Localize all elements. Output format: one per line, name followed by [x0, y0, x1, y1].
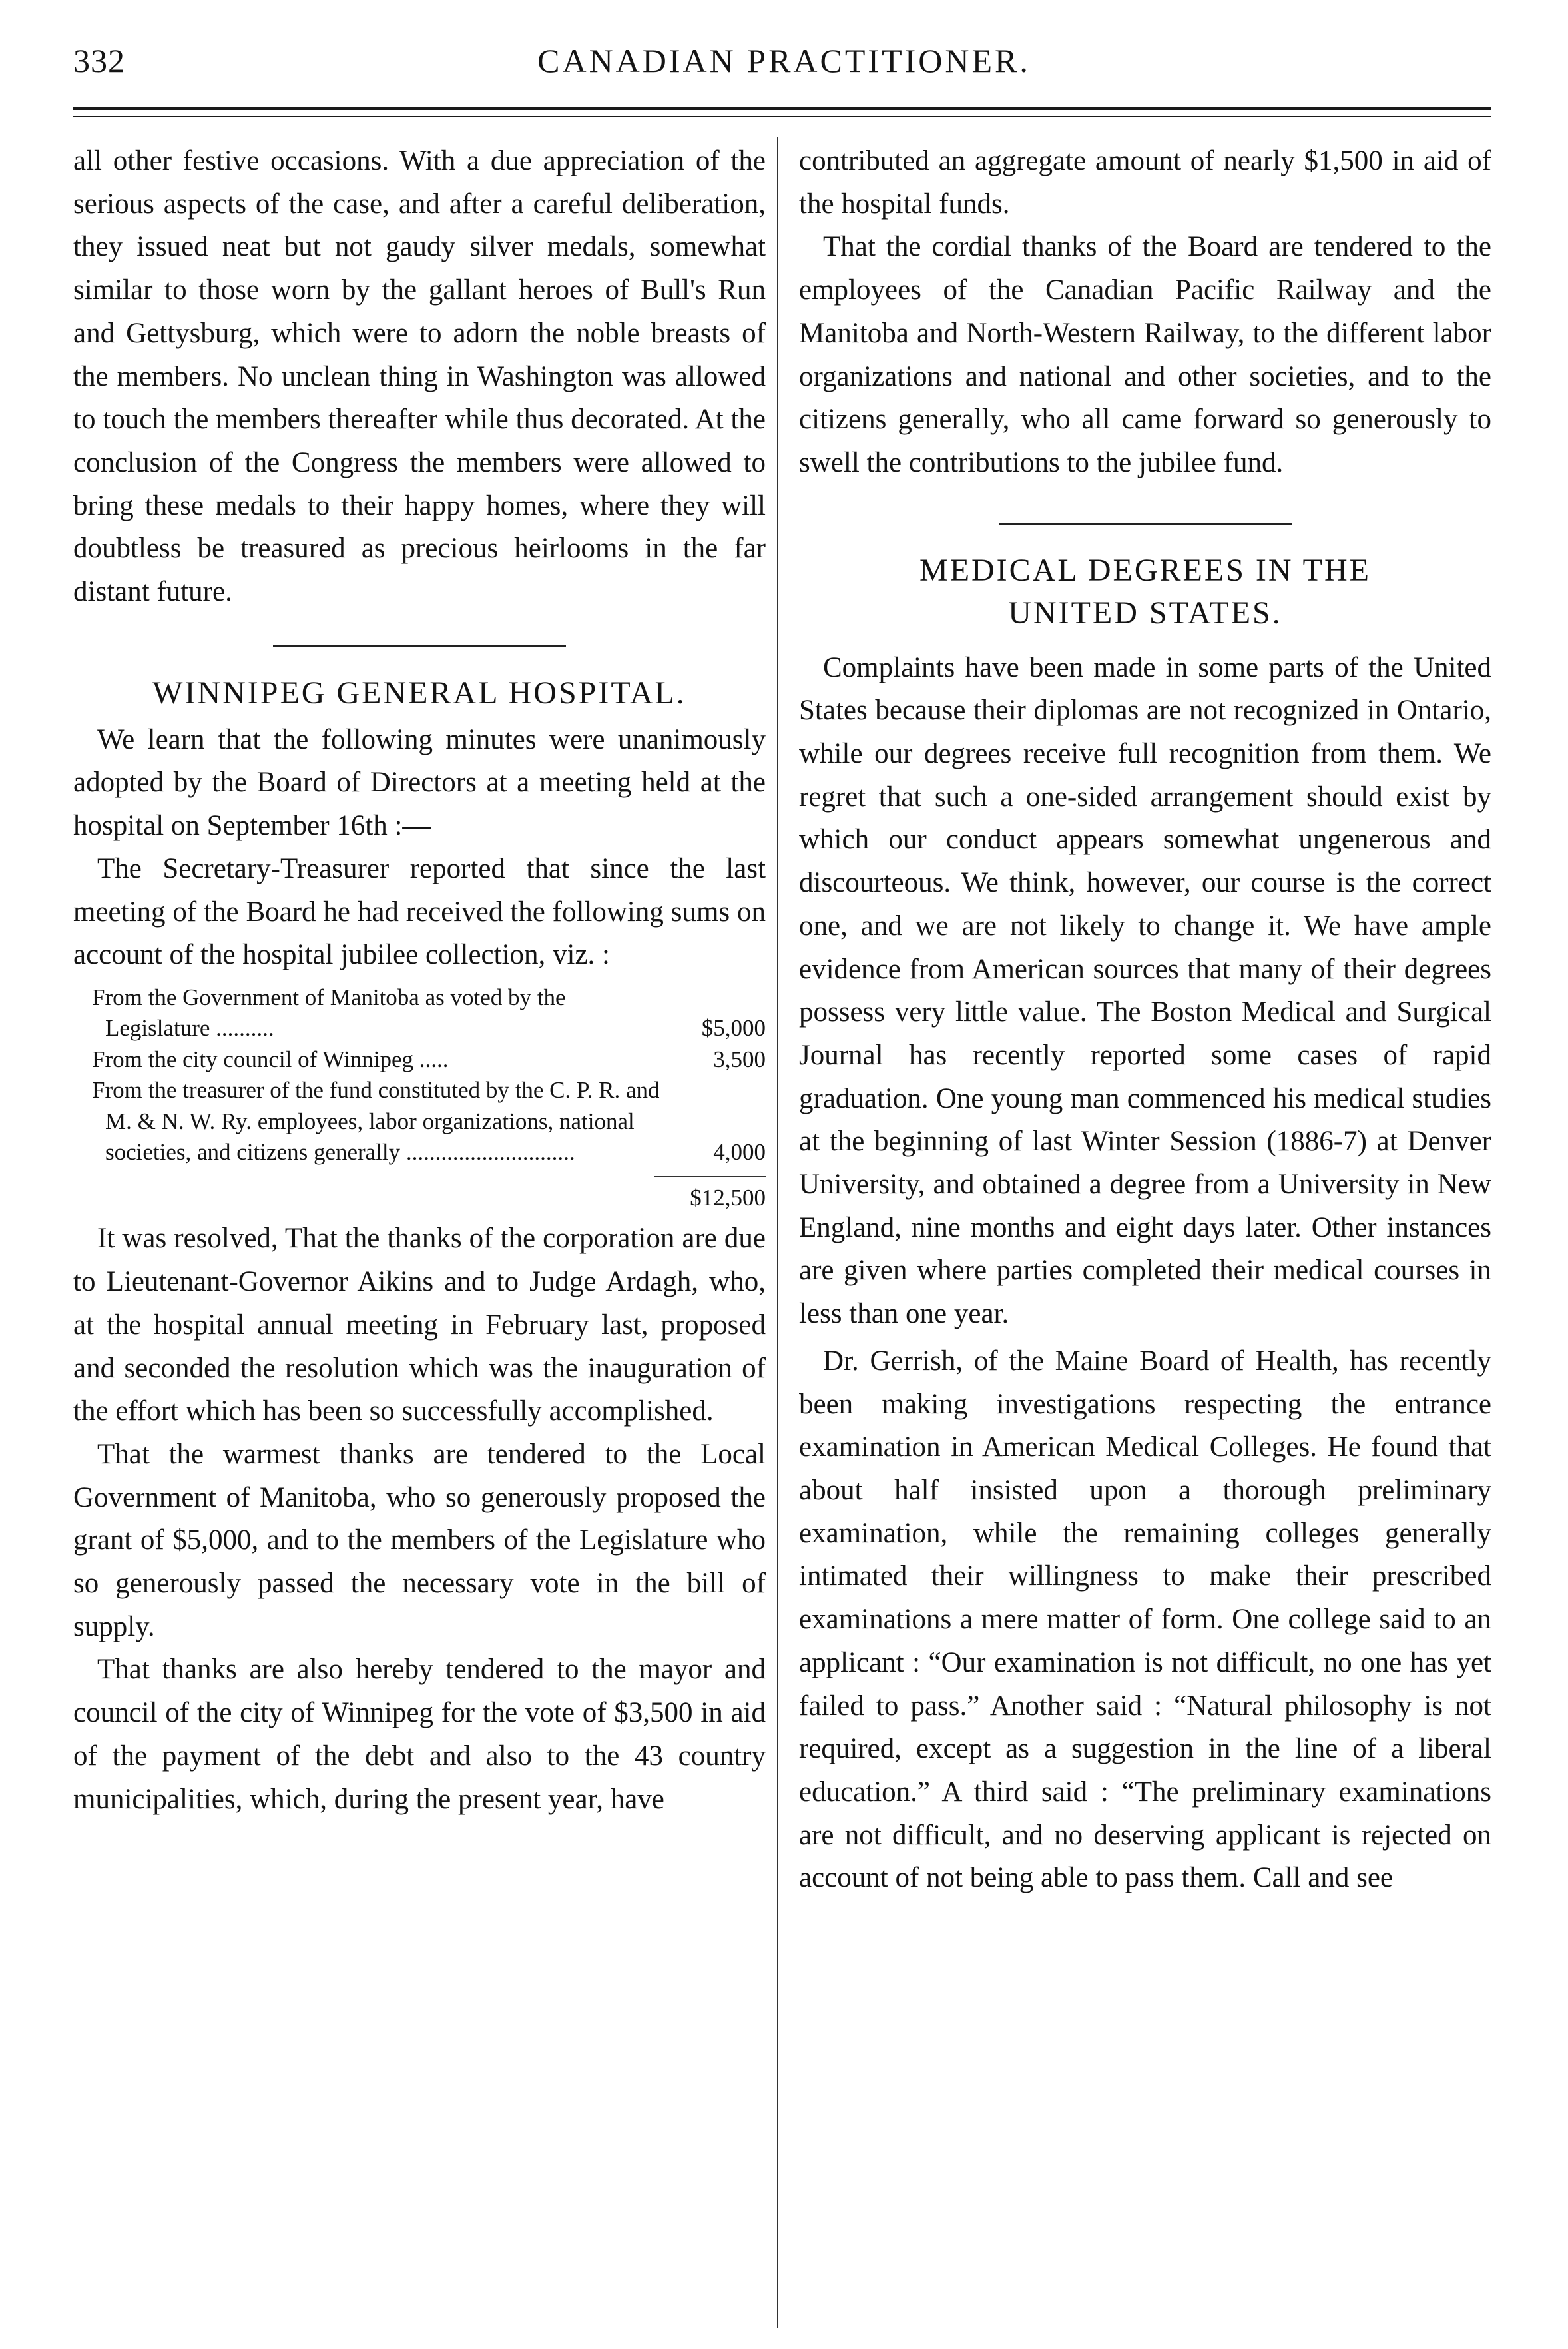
winnipeg-hospital-heading: WINNIPEG GENERAL HOSPITAL. — [152, 675, 686, 711]
ledger-total-rule — [654, 1176, 766, 1177]
page-number: 332 — [73, 42, 125, 79]
contributed-paragraph: contributed an aggregate amount of nearly $1,500 in aid of the hospital funds. — [799, 145, 1491, 220]
section-separator-rule — [999, 523, 1292, 525]
mayor-thanks-paragraph: That thanks are also hereby tendered to the mayor and council of the city of Winnipeg for the vote of $3,500 in aid of the payment of the debt and also to the 43 country municipalities, which, during the present year, have — [73, 1654, 766, 1815]
gerrish-paragraph: Dr. Gerrish, of the Maine Board of Health, has recently been making investigations respecting the entrance examination in American Medical Colleges. He found that about half insisted upon a thorough preliminary examination, while the remaining colleges generally intimated their willingness to make their prescribed examinations a mere matter of form. One college said to an applicant : “Our examination is not difficult, no one has yet failed to pass.” Another said : “Natural philosophy is not required, except as a suggestion in the line of a liberal education.” A third said : “The preliminary examinations are not difficult, and no deserving applicant is rejected on account of not being able to pass them. Call and see — [799, 1345, 1491, 1894]
festive-paragraph: all other festive occasions. With a due appreciation of the serious aspects of the case, and after a careful deliberation, they issued neat but not gaudy silver medals, somewhat similar to those worn by the gallant heroes of Bull's Run and Gettysburg, which were to adorn the noble breasts of the members. No unclean thing in Washington was allowed to touch the members thereafter while thus decorated. At the conclusion of the Congress the members were allowed to bring these medals to their happy homes, where they will doubtless be treasured as precious heirlooms in the far distant future. — [73, 145, 766, 608]
right-column — [799, 140, 1491, 1900]
ledger-row — [73, 1075, 766, 1168]
ledger-row — [73, 1044, 766, 1076]
ledger-amount: 3,500 — [713, 1046, 766, 1072]
ledger-row — [73, 982, 766, 1044]
minutes-intro-paragraph: We learn that the following minutes were unanimously adopted by the Board of Directors at a meeting held at the hospital on September 16th :— — [73, 723, 766, 842]
ledger-amount: 4,000 — [713, 1139, 766, 1166]
government-thanks-paragraph: That the warmest thanks are tendered to the Local Government of Manitoba, who so generously proposed the grant of $5,000, and to the members of the Legislature who so generously passed the necessary vote in the bill of supply. — [73, 1438, 766, 1642]
secretary-report-paragraph: The Secretary-Treasurer reported that since the last meeting of the Board he had received the following sums on account of the hospital jubilee collection, viz. : — [73, 852, 766, 971]
resolution-paragraph: It was resolved, That the thanks of the corporation are due to Lieutenant-Governor Aikins and to Judge Ardagh, who, at the hospital annual meeting in February last, proposed and seconded the resolution which was the inauguration of the effort which has been so successfully accomplished. — [73, 1223, 766, 1427]
column-divider — [777, 137, 778, 2328]
medical-degrees-heading: MEDICAL DEGREES IN THE UNITED STATES. — [919, 552, 1371, 631]
cordial-thanks-paragraph: That the cordial thanks of the Board are tendered to the employees of the Canadian Pacific Railway and the Manitoba and North-Western Railway, to the different labor organizations and national and other societies, and to the citizens generally, who all came forward so generously to swell the contributions to the jubilee fund. — [799, 231, 1491, 478]
left-column — [73, 140, 766, 1821]
jubilee-ledger — [73, 982, 766, 1214]
ledger-total: $12,500 — [690, 1184, 766, 1211]
header-rule-thick — [73, 107, 1491, 110]
ledger-description: From the Government of Manitoba as voted by the Legislature .......... — [92, 984, 566, 1042]
running-title: CANADIAN PRACTITIONER. — [537, 42, 1031, 79]
ledger-description: From the city council of Winnipeg ..... — [92, 1046, 449, 1072]
ledger-description: From the treasurer of the fund constituted by the C. P. R. and M. & N. W. Ry. employees, labor organizations, national societies, and citizens generally ............................. — [92, 1077, 660, 1166]
section-separator-rule — [273, 645, 566, 647]
header-rule-thin — [73, 116, 1491, 117]
ledger-amount: $5,000 — [701, 1015, 766, 1042]
complaints-paragraph: Complaints have been made in some parts of the United States because their diplomas are not recognized in Ontario, while our degrees receive full recognition from them. We regret that such a one-sided arrangement should exist by which our conduct appears somewhat ungenerous and discourteous. We think, however, our course is the correct one, and we are not likely to change it. We have ample evidence from American sources that many of their degrees possess very little value. The Boston Medical and Surgical Journal has recently reported some cases of rapid graduation. One young man commenced his medical studies at the beginning of last Winter Session (1886-7) at Denver University, and obtained a degree from a University in New England, nine months and eight days later. Other instances are given where parties completed their medical courses in less than one year. — [799, 651, 1491, 1330]
